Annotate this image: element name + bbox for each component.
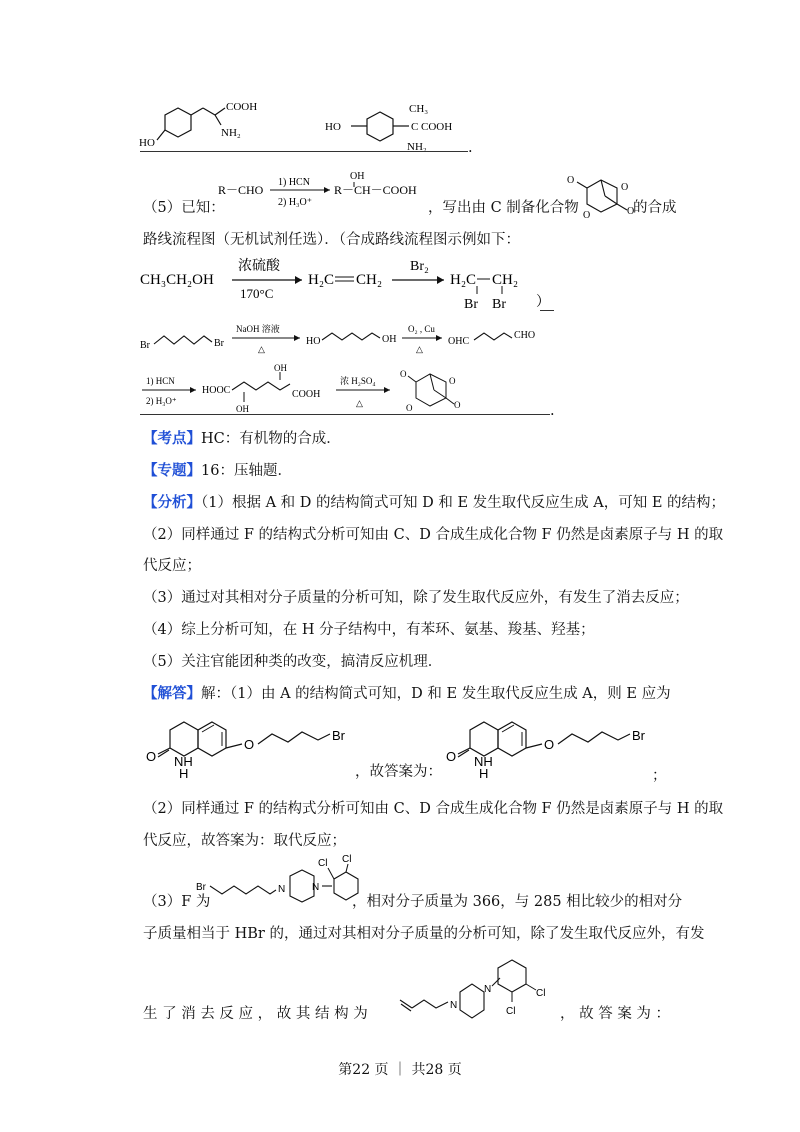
ans-o-b: O [449,376,456,386]
known-cond1: 1) HCN [278,177,310,188]
known-reaction [218,170,428,214]
f-cl2: Cl [342,854,352,865]
answer-period: . [550,403,555,419]
known-product: R－CH－COOH [334,183,417,197]
known-oh: OH [350,171,365,182]
product-cooh: COOH [421,121,453,133]
f-n1: N [278,884,286,895]
fenxi-label: 【分析】 [143,494,201,511]
product-ho: HO [325,121,341,133]
ans-oh: OH [382,334,397,345]
ans-delta2: △ [416,344,423,354]
e-right-h: H [479,766,489,781]
product-ch3: CH₃ [409,103,429,115]
product-c: C [411,121,419,133]
e-structure-left [136,704,361,784]
kaodian-text: HC：有机物的合成． [201,431,341,447]
ans-cho: CHO [514,330,536,341]
ex-cond1b: 170°C [240,286,274,301]
ex-ch2: CH₂ [356,272,383,288]
elim-n2: N [484,984,492,995]
f-structure [196,850,376,916]
ans-o-a: O [400,369,407,379]
tyrosine-ho: HO [139,137,155,149]
e-left-o-ether: O [244,737,255,752]
jieda-l1: 解：（1）由 A 的结构简式可知，D 和 E 发生取代反应生成 A，则 E 应为 [201,686,671,702]
jieda-l4a: （3）F 为 [143,894,211,910]
f-br: Br [196,882,206,893]
kaodian-label: 【考点】 [143,430,201,447]
zhuanti-line [143,461,292,481]
ans-o2cu: O₂ , Cu [408,324,435,334]
e-right-br: Br [632,728,645,743]
ans-br-left: Br [140,340,150,351]
ex-close: ） [536,295,550,310]
page-footer [0,1059,800,1079]
page-number: 第22 页 ｜ 共28 页 [338,1062,462,1078]
ans-delta3: △ [356,398,363,408]
elim-n1: N [450,1000,458,1011]
ans-o-c: O [406,403,413,413]
ans-oh-low: OH [236,404,249,414]
target-o1: O [567,175,575,186]
fenxi-l4: （3）通过对其相对分子质量的分析可知，除了发生取代反应外，有发生了消去反应； [143,590,689,606]
ex-br-a: Br [464,297,478,312]
jieda-l2: （2）同样通过 F 的结构式分析可知由 C、D 合成生成化合物 F 仍然是卤素原子与 H 的取 [143,801,724,817]
jieda-l3: 代反应，故答案为：取代反应； [143,833,346,849]
answer-underline-top [140,151,468,152]
e-left-o: O [146,749,157,764]
f-cl1: Cl [318,858,328,869]
fenxi-l3: 代反应； [143,558,201,574]
fenxi-l6: （5）关注官能团种类的改变，搞清反应机理． [143,654,443,670]
e-left-br: Br [332,728,345,743]
tyrosine-structure [135,88,300,158]
ex-br-b: Br [492,297,506,312]
jieda-label: 【解答】 [143,685,201,702]
tyrosine-nh2: NH₂ [221,127,241,139]
zhuanti-label: 【专题】 [143,462,201,479]
fenxi-l2: （2）同样通过 F 的结构式分析可知由 C、D 合成生成化合物 F 仍然是卤素原子与 H 的取 [143,527,724,543]
product-nh2: NH₂ [407,141,427,153]
ex-ethanol: CH₃CH₂OH [140,272,214,288]
f-n2: N [312,882,320,893]
example-route [140,254,560,314]
e-left-h: H [179,766,189,781]
ans-hooc: HOOC [202,385,231,396]
ex-cond1a: 浓硫酸 [238,259,280,274]
q5-prefix: （5）已知： [143,200,225,216]
e-right-o-ether: O [544,737,555,752]
e-right-nh: NH [474,754,493,769]
elim-cl2: Cl [506,1006,516,1017]
ans-naoh: NaOH 溶液 [236,324,280,334]
jieda-l6a: 生 了 消 去 反 应 ， 故 其 结 构 为 [143,1006,368,1022]
jieda-l4b: ，相对分子质量为 366，与 285 相比较少的相对分 [352,894,683,910]
jieda-semi: ； [652,768,667,784]
ans-hcn: 1) HCN [146,376,175,386]
ans-ho: HO [306,336,321,347]
q5-line2: 路线流程图（无机试剂任选）．（合成路线流程图示例如下： [143,232,520,248]
kaodian-line [143,429,341,449]
e-left-nh: NH [174,754,193,769]
answer-underline-q5a [540,310,554,311]
known-cond2: 2) H₃O⁺ [278,197,313,208]
top-period: . [468,140,473,156]
jieda-l5: 子质量相当于 HBr 的，通过对其相对分子质量的分析可知，除了发生取代反应外，有发 [143,926,705,942]
target-o3: O [583,210,591,221]
ans-h2so4: 浓 H₂SO₄ [340,376,376,386]
ex-br2: Br₂ [410,259,429,274]
jieda-line1 [143,684,671,704]
fenxi-line1 [143,493,725,513]
known-reactant: R－CHO [218,183,264,197]
ex-h2c: H₂C [308,272,335,288]
ans-oh-high: OH [274,363,287,373]
tyrosine-cooh: COOH [226,101,258,113]
e-structure-right [436,704,661,784]
ans-cooh: COOH [292,389,321,400]
fenxi-l5: （4）综上分析可知，在 H 分子结构中，有苯环、氨基、羧基、羟基； [143,622,595,638]
ans-delta1: △ [258,344,265,354]
jieda-l6b: ， 故 答 案 为 ： [560,1006,671,1022]
q5-suffix: 的合成 [633,200,677,216]
jieda-mid: ，故答案为： [355,764,442,780]
target-o2: O [621,182,629,193]
q5-mid: ，写出由 C 制备化合物 [428,200,579,216]
zhuanti-text: 16：压轴题． [201,463,292,479]
elim-cl1: Cl [536,988,546,999]
ex-h2c-b: H₂C [450,272,477,288]
ans-o-d: O [454,400,461,410]
e-right-o: O [446,749,457,764]
answer-route-row1 [140,318,560,360]
ans-ohc: OHC [448,336,470,347]
ex-ch2-b: CH₂ [492,272,519,288]
fenxi-l1: （1）根据 A 和 D 的结构简式可知 D 和 E 发生取代反应生成 A，可知 E 的结构； [201,495,726,511]
target-o4: O [627,206,635,217]
answer-underline-q5b [140,414,550,415]
ans-h3o: 2) H₃O⁺ [146,396,177,406]
ans-br-right: Br [214,338,224,349]
elimination-structure [392,946,582,1036]
answer-route-row2 [140,362,540,418]
